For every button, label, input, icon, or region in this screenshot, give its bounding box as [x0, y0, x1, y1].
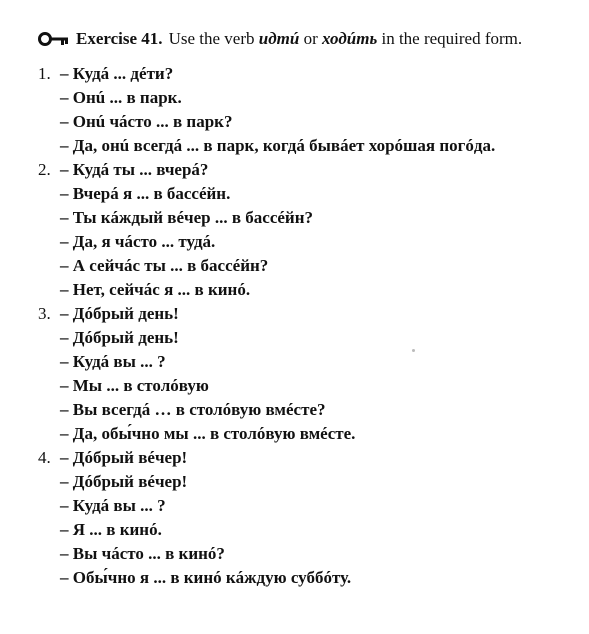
dialogue-line: – Да, я чáсто ... тудá.: [60, 232, 216, 251]
item-number: 4.: [38, 448, 51, 467]
dialogue-line: – Кудá ты ... вчерá?: [60, 160, 209, 179]
dialogue-line: – Дóбрый вéчер!: [60, 448, 188, 467]
dialogue-lines: [60, 302, 578, 446]
exercise-header: [38, 26, 522, 52]
dialogue-line: – Онú ... в парк.: [60, 88, 182, 107]
dialogue-lines: [60, 158, 578, 302]
dialogue-line: – Дóбрый день!: [60, 328, 179, 347]
item-number: 3.: [38, 304, 51, 323]
item-number: 1.: [38, 64, 51, 83]
dialogue-line: – Нет, сейчáс я ... в кинó.: [60, 280, 251, 299]
dialogue-line: – А сейчáс ты ... в бассéйн?: [60, 256, 269, 275]
dialogue-line: – Да, обы́чно мы ... в столóвую вмéсте.: [60, 424, 356, 443]
instruction-text-mid: or: [303, 29, 318, 48]
dialogue-line: – Обы́чно я ... в кинó кáждую суббóту.: [60, 568, 352, 587]
scan-speck: [412, 349, 415, 352]
dialogue-line: – Я ... в кинó.: [60, 520, 162, 539]
exercise-title: Exercise 41.: [76, 29, 163, 48]
dialogue-line: – Дóбрый день!: [60, 304, 179, 323]
dialogue-line: – Вы всегдá … в столóвую вмéсте?: [60, 400, 326, 419]
item-number: 2.: [38, 160, 51, 179]
verb-idti: идтú: [258, 29, 300, 48]
dialogue-line: – Кудá ... дéти?: [60, 64, 174, 83]
dialogue-lines: [60, 446, 578, 590]
dialogue-item-1: [38, 62, 578, 158]
dialogue-line: – Вы чáсто ... в кинó?: [60, 544, 225, 563]
dialogue-list: [38, 62, 578, 590]
key-icon: [38, 30, 70, 48]
dialogue-line: – Дóбрый вéчер!: [60, 472, 188, 491]
dialogue-line: – Кудá вы ... ?: [60, 352, 166, 371]
dialogue-lines: [60, 62, 578, 158]
dialogue-line: – Мы ... в столóвую: [60, 376, 209, 395]
dialogue-line: – Да, онú всегдá ... в парк, когдá бывáет хорóшая погóда.: [60, 136, 496, 155]
verb-khodit: ходúть: [321, 29, 378, 48]
instruction-text-after: in the required form.: [381, 29, 523, 48]
dialogue-line: – Кудá вы ... ?: [60, 496, 166, 515]
dialogue-line: – Ты кáждый вéчер ... в бассéйн?: [60, 208, 314, 227]
dialogue-line: – Онú чáсто ... в парк?: [60, 112, 233, 131]
dialogue-item-2: [38, 158, 578, 302]
dialogue-item-3: [38, 302, 578, 446]
dialogue-line: – Вчерá я ... в бассéйн.: [60, 184, 231, 203]
dialogue-item-4: [38, 446, 578, 590]
instruction-text-before: Use the verb: [168, 29, 255, 48]
